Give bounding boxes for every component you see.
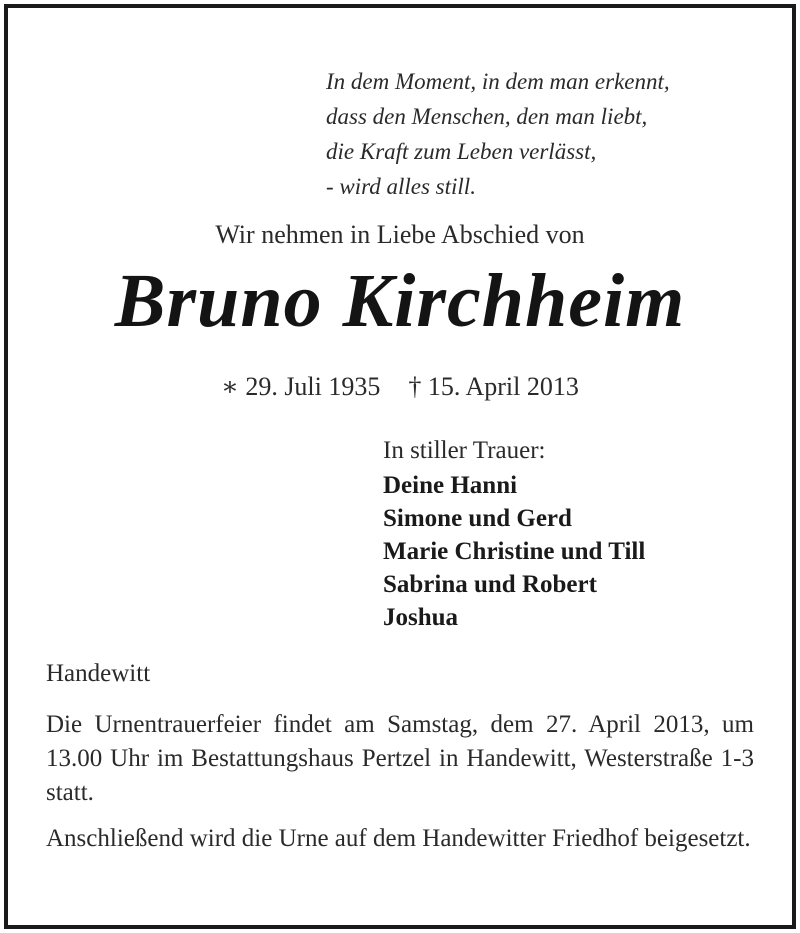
- ceremony-details: Die Urnentrauerfeier findet am Samstag, dem 27. April 2013, um 13.00 Uhr im Bestattungshaus Pertzel in Handewitt, Westerstraße 1-3 statt.: [46, 711, 754, 806]
- mourner-name: Joshua: [383, 604, 459, 631]
- mourner-name: Simone und Gerd: [383, 505, 572, 532]
- poem-line: die Kraft zum Leben verlässt,: [326, 139, 597, 164]
- life-dates: [0, 372, 800, 402]
- mourners-label: In stiller Trauer:: [383, 437, 546, 464]
- mourners-block: [383, 434, 763, 634]
- birth-date: ∗ 29. Juli 1935: [221, 372, 381, 401]
- mourner-name: Marie Christine und Till: [383, 538, 646, 565]
- poem-line: In dem Moment, in dem man erkennt,: [326, 69, 670, 94]
- poem: [326, 64, 766, 204]
- mourner-name: Sabrina und Robert: [383, 571, 597, 598]
- place-name: Handewitt: [46, 660, 151, 687]
- burial-details: Anschließend wird die Urne auf dem Handewitter Friedhof beigesetzt.: [46, 825, 751, 852]
- death-date: † 15. April 2013: [408, 372, 579, 401]
- deceased-name: Bruno Kirchheim: [114, 259, 686, 343]
- mourner-name: Deine Hanni: [383, 472, 518, 499]
- poem-line: dass den Menschen, den man liebt,: [326, 104, 648, 129]
- poem-line: - wird alles still.: [326, 174, 476, 199]
- intro-line: Wir nehmen in Liebe Abschied von: [215, 220, 585, 249]
